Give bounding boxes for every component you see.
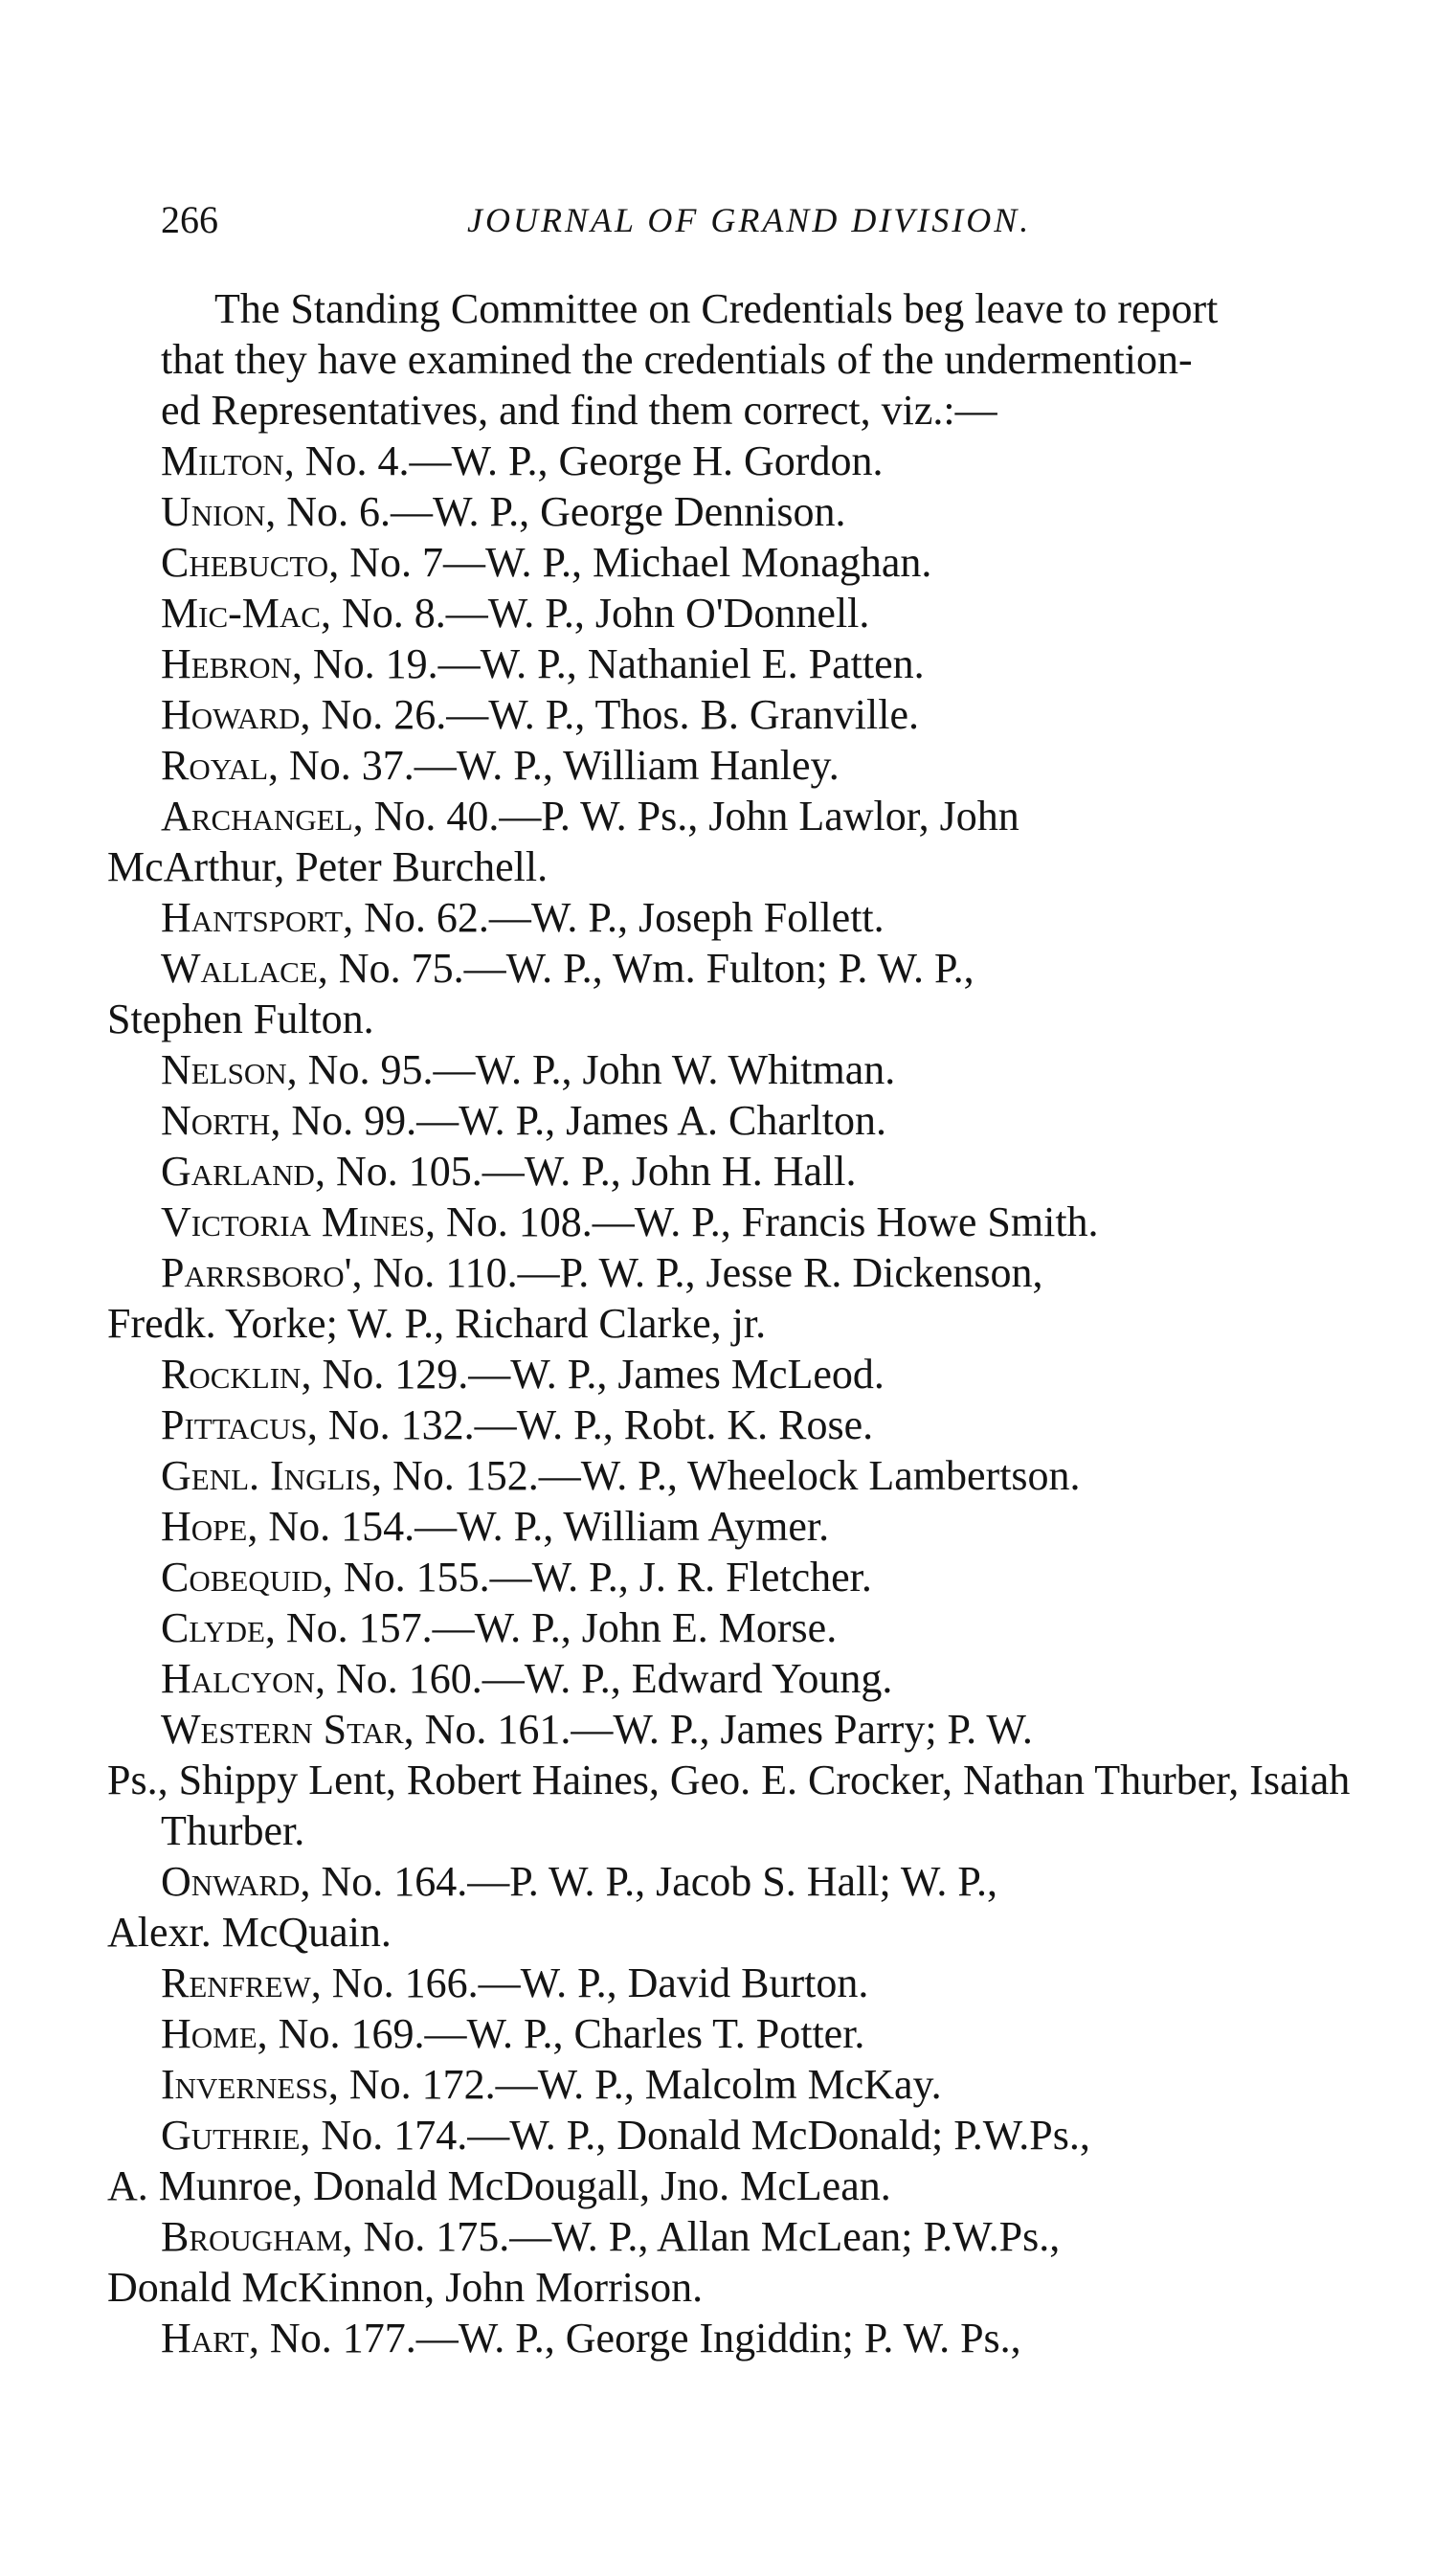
entry-continuation: Stephen Fulton. bbox=[107, 996, 374, 1042]
division-name: Home bbox=[161, 2010, 258, 2057]
division-entry bbox=[161, 1095, 1386, 1146]
entry-details: , No. 7—W. P., Michael Monaghan. bbox=[328, 539, 932, 586]
entry-details: , No. 62.—W. P., Joseph Follett. bbox=[343, 894, 885, 941]
entry-details: , No. 166.—W. P., David Burton. bbox=[310, 1959, 869, 2006]
division-name: Milton bbox=[161, 437, 284, 484]
entry-details: , No. 161.—W. P., James Parry; P. W. bbox=[403, 1706, 1033, 1753]
entry-details: , No. 8.—W. P., John O'Donnell. bbox=[320, 590, 870, 637]
division-entry bbox=[161, 1450, 1386, 1501]
division-entry bbox=[107, 1856, 1386, 1958]
division-entry bbox=[161, 486, 1386, 537]
entry-continuation: Fredk. Yorke; W. P., Richard Clarke, jr. bbox=[107, 1300, 767, 1347]
entry-line bbox=[161, 1856, 1386, 1907]
entry-line bbox=[161, 2313, 1386, 2363]
division-name: Inverness bbox=[161, 2061, 328, 2108]
entry-line bbox=[161, 1552, 1386, 1602]
entry-line bbox=[161, 2110, 1386, 2160]
division-name: Archangel bbox=[161, 793, 353, 839]
running-head bbox=[161, 191, 1386, 249]
entry-line bbox=[161, 537, 1386, 588]
entry-details: , No. 175.—W. P., Allan McLean; P.W.Ps., bbox=[342, 2213, 1061, 2260]
entry-details: , No. 105.—W. P., John H. Hall. bbox=[314, 1148, 857, 1195]
division-entry bbox=[161, 537, 1386, 588]
entry-line bbox=[161, 1197, 1386, 1247]
entry-details: , No. 164.—P. W. P., Jacob S. Hall; W. P., bbox=[300, 1858, 998, 1905]
entry-details: , No. 154.—W. P., William Aymer. bbox=[247, 1503, 830, 1550]
division-name: Hope bbox=[161, 1503, 248, 1550]
entry-line bbox=[161, 1349, 1386, 1399]
entry-details: , No. 172.—W. P., Malcolm McKay. bbox=[327, 2061, 942, 2108]
entry-details: , No. 26.—W. P., Thos. B. Granville. bbox=[300, 691, 920, 738]
division-entry bbox=[161, 1552, 1386, 1602]
division-name: Halcyon bbox=[161, 1655, 315, 1702]
division-entry bbox=[107, 2110, 1386, 2211]
division-entry bbox=[161, 2313, 1386, 2363]
division-name: Parrsboro' bbox=[161, 1249, 352, 1296]
representatives-list bbox=[107, 436, 1386, 2363]
page-number: 266 bbox=[161, 198, 218, 241]
division-name: Wallace bbox=[161, 945, 318, 992]
entry-line bbox=[161, 2211, 1386, 2262]
entry-line bbox=[161, 1450, 1386, 1501]
intro-line: ed Representatives, and find them correct, viz.:— bbox=[161, 387, 997, 434]
division-entry bbox=[161, 2059, 1386, 2110]
entry-line bbox=[161, 689, 1386, 740]
division-name: Rocklin bbox=[161, 1351, 302, 1398]
entry-line bbox=[161, 892, 1386, 943]
entry-line bbox=[161, 1704, 1386, 1755]
division-name: Cobequid bbox=[161, 1554, 323, 1601]
entry-details: , No. 110.—P. W. P., Jesse R. Dickenson, bbox=[351, 1249, 1043, 1296]
division-name: Chebucto bbox=[161, 539, 329, 586]
entry-line bbox=[161, 1602, 1386, 1653]
division-entry bbox=[161, 1146, 1386, 1197]
entry-details: , No. 169.—W. P., Charles T. Potter. bbox=[257, 2010, 865, 2057]
division-entry bbox=[161, 638, 1386, 689]
intro-line: that they have examined the credentials of the undermention- bbox=[161, 336, 1193, 383]
division-entry bbox=[161, 588, 1386, 638]
division-name: Pittacus bbox=[161, 1401, 307, 1448]
entry-line bbox=[161, 1247, 1386, 1298]
division-entry bbox=[161, 436, 1386, 486]
division-entry bbox=[107, 943, 1386, 1044]
division-name: Hart bbox=[161, 2315, 249, 2362]
entry-details: , No. 108.—W. P., Francis Howe Smith. bbox=[424, 1198, 1099, 1245]
division-entry bbox=[107, 2211, 1386, 2313]
division-entry bbox=[161, 689, 1386, 740]
division-entry bbox=[161, 1653, 1386, 1704]
division-entry bbox=[107, 1704, 1386, 1856]
entry-continuation: McArthur, Peter Burchell. bbox=[107, 843, 549, 890]
division-entry bbox=[161, 740, 1386, 791]
entry-details: , No. 160.—W. P., Edward Young. bbox=[314, 1655, 893, 1702]
division-name: Howard bbox=[161, 691, 301, 738]
entry-line bbox=[161, 1958, 1386, 2008]
entry-line bbox=[161, 1095, 1386, 1146]
entry-details: , No. 155.—W. P., J. R. Fletcher. bbox=[322, 1554, 872, 1601]
journal-title: JOURNAL OF GRAND DIVISION. bbox=[467, 201, 1032, 239]
division-name: Hantsport bbox=[161, 894, 344, 941]
division-entry bbox=[161, 892, 1386, 943]
division-entry bbox=[107, 1247, 1386, 1349]
division-entry bbox=[161, 1501, 1386, 1552]
division-name: Mic-Mac bbox=[161, 590, 321, 637]
division-name: Renfrew bbox=[161, 1959, 311, 2006]
division-entry bbox=[161, 2008, 1386, 2059]
division-name: Clyde bbox=[161, 1604, 265, 1651]
division-name: Union bbox=[161, 488, 266, 535]
intro-paragraph bbox=[161, 283, 1386, 436]
entry-details: , No. 152.—W. P., Wheelock Lambertson. bbox=[370, 1452, 1081, 1499]
entry-line bbox=[161, 740, 1386, 791]
entry-details: , No. 40.—P. W. Ps., John Lawlor, John bbox=[352, 793, 1019, 839]
entry-details: , No. 132.—W. P., Robt. K. Rose. bbox=[306, 1401, 874, 1448]
division-entry bbox=[161, 1044, 1386, 1095]
division-entry bbox=[161, 1399, 1386, 1450]
division-name: Guthrie bbox=[161, 2112, 301, 2159]
division-name: Garland bbox=[161, 1148, 315, 1195]
division-name: Nelson bbox=[161, 1046, 287, 1093]
entry-line bbox=[161, 486, 1386, 537]
division-entry bbox=[161, 1602, 1386, 1653]
division-entry bbox=[161, 1958, 1386, 2008]
division-name: Hebron bbox=[161, 640, 292, 687]
division-name: Onward bbox=[161, 1858, 301, 1905]
entry-line bbox=[161, 1501, 1386, 1552]
entry-line bbox=[161, 1653, 1386, 1704]
division-name: Victoria Mines bbox=[161, 1198, 425, 1245]
entry-continuation: A. Munroe, Donald McDougall, Jno. McLean. bbox=[107, 2162, 891, 2209]
entry-line bbox=[161, 791, 1386, 841]
entry-details: , No. 129.—W. P., James McLeod. bbox=[301, 1351, 885, 1398]
entry-continuation: Donald McKinnon, John Morrison. bbox=[107, 2264, 704, 2311]
entry-line bbox=[161, 2059, 1386, 2110]
entry-details: , No. 177.—W. P., George Ingiddin; P. W. Ps., bbox=[248, 2315, 1021, 2362]
entry-line bbox=[161, 1044, 1386, 1095]
entry-line bbox=[161, 588, 1386, 638]
entry-details: , No. 99.—W. P., James A. Charlton. bbox=[270, 1097, 887, 1144]
division-name: Western Star bbox=[161, 1706, 404, 1753]
entry-details: , No. 157.—W. P., John E. Morse. bbox=[264, 1604, 838, 1651]
division-name: Genl. Inglis bbox=[161, 1452, 371, 1499]
entry-details: , No. 4.—W. P., George H. Gordon. bbox=[283, 437, 884, 484]
division-name: North bbox=[161, 1097, 271, 1144]
entry-line bbox=[161, 2008, 1386, 2059]
entry-line bbox=[161, 1146, 1386, 1197]
division-name: Royal bbox=[161, 742, 269, 789]
entry-details: , No. 6.—W. P., George Dennison. bbox=[265, 488, 846, 535]
division-entry bbox=[161, 1349, 1386, 1399]
entry-continuation: Alexr. McQuain. bbox=[107, 1909, 392, 1956]
entry-details: , No. 37.—W. P., William Hanley. bbox=[268, 742, 840, 789]
entry-line bbox=[161, 1399, 1386, 1450]
entry-details: , No. 95.—W. P., John W. Whitman. bbox=[286, 1046, 896, 1093]
division-entry bbox=[161, 1197, 1386, 1247]
entry-line bbox=[161, 638, 1386, 689]
entry-line bbox=[161, 943, 1386, 994]
entry-line bbox=[161, 436, 1386, 486]
division-name: Brougham bbox=[161, 2213, 343, 2260]
entry-details: , No. 19.—W. P., Nathaniel E. Patten. bbox=[291, 640, 925, 687]
intro-line: The Standing Committee on Credentials beg leave to report bbox=[214, 285, 1219, 332]
entry-details: , No. 75.—W. P., Wm. Fulton; P. W. P., bbox=[317, 945, 974, 992]
division-entry bbox=[107, 791, 1386, 892]
entry-details: , No. 174.—W. P., Donald McDonald; P.W.Ps., bbox=[300, 2112, 1090, 2159]
body-text bbox=[107, 283, 1386, 2363]
entry-continuation: Ps., Shippy Lent, Robert Haines, Geo. E. Crocker, Nathan Thurber, Isaiah Thurber. bbox=[107, 1757, 1351, 1854]
